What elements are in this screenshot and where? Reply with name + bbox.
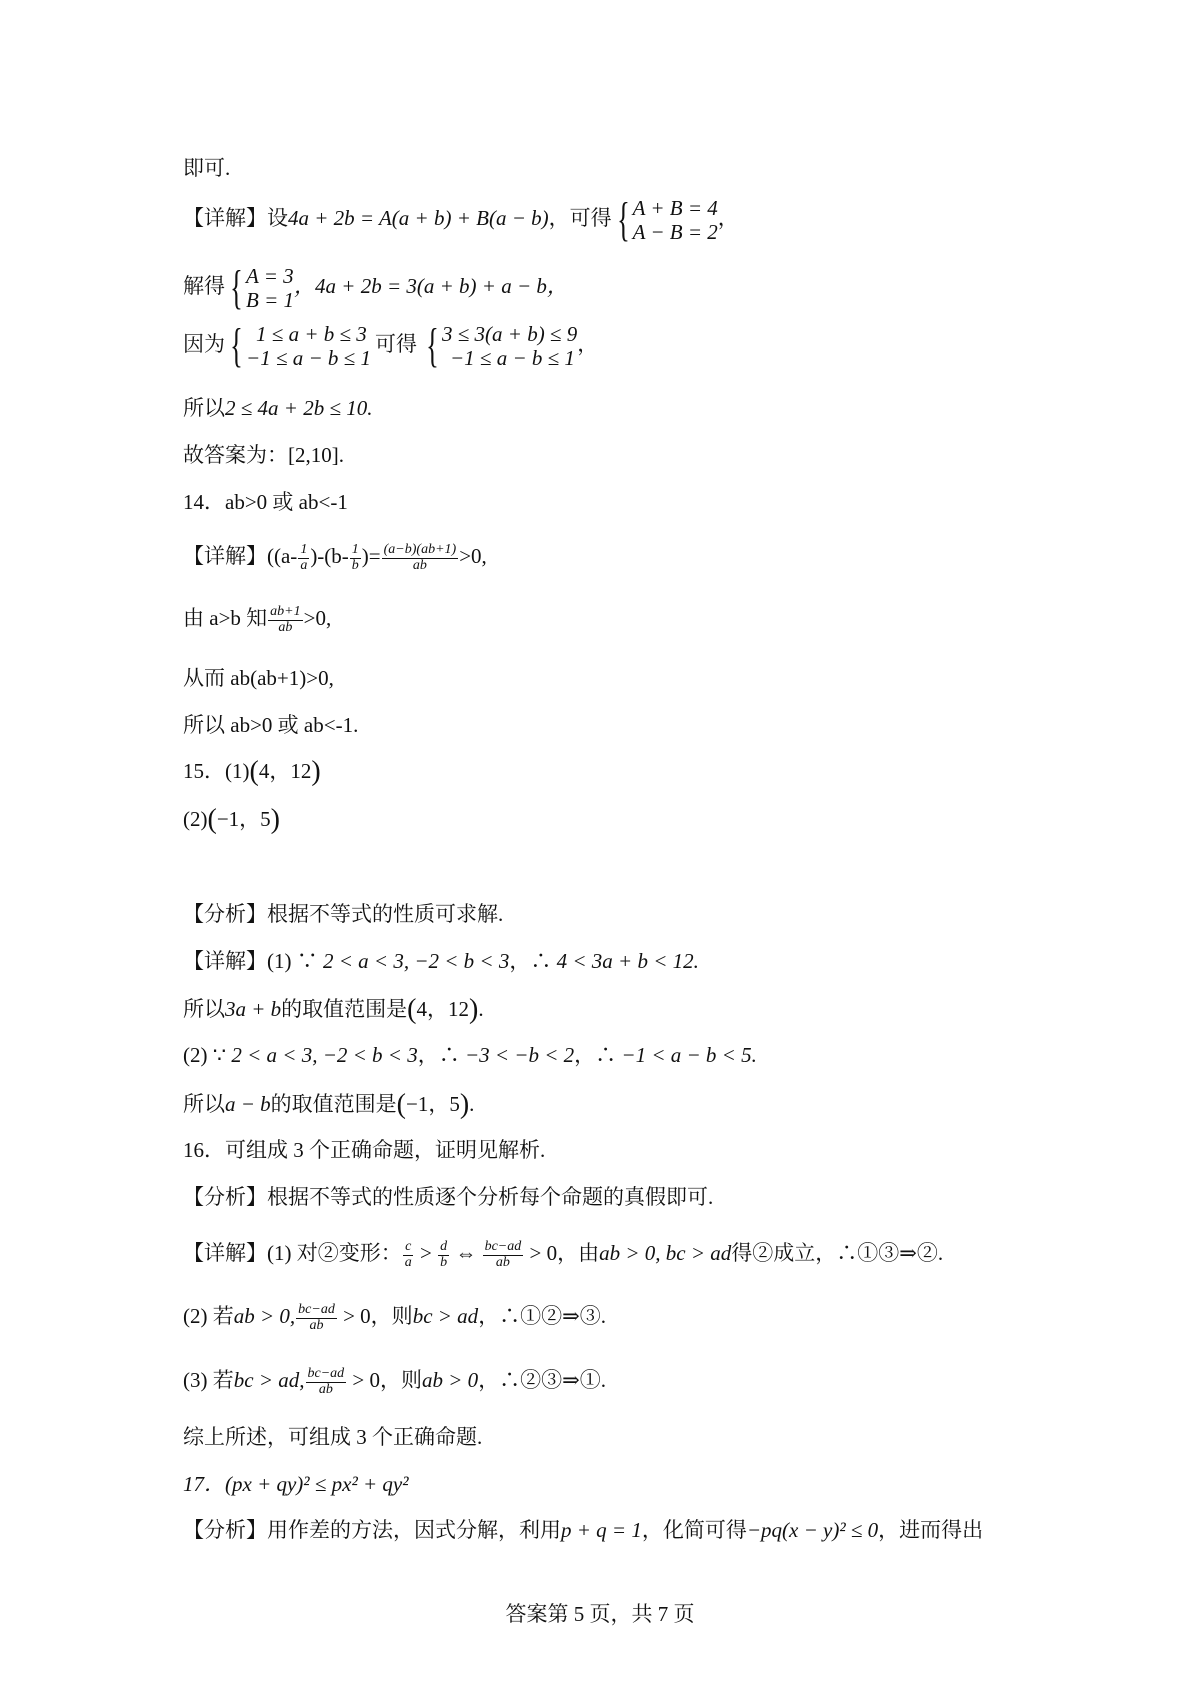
text-line: 所以2 ≤ 4a + 2b ≤ 10. — [183, 396, 373, 420]
text-line: 所以 ab>0 或 ab<-1. — [183, 713, 359, 737]
text-line: 因为 { 1 ≤ a + b ≤ 3 −1 ≤ a − b ≤ 1 可得 { 3 ≤ 3(a + b) ≤ 9 −1 ≤ a − b ≤ 1 ， — [183, 319, 599, 373]
text-line: 即可. — [183, 156, 231, 180]
text-line: 【详解】(1) 对②变形： $\frac{c}{a}$ > $\frac{d}{b}$ ⇔ $\frac{bc-ad}{ab}$ > 0，由ab > 0, bc > ad得②成立，∴①③⇒②. — [183, 1239, 944, 1270]
text-line: 故答案为：[2,10]. — [183, 443, 344, 467]
text-line: 【分析】根据不等式的性质逐个分析每个命题的真假即可. — [183, 1185, 714, 1209]
text-line: 【详解】设4a + 2b = A(a + b) + B(a − b)，可得 { A + B = 4 A − B = 2 ， — [183, 193, 739, 247]
text-line: 从而 ab(ab+1)>0, — [183, 666, 334, 690]
text-line: 【详解】(1) ∵ 2 < a < 3, −2 < b < 3，∴ 4 < 3a + b < 12. — [183, 949, 699, 973]
text-line: (2)(−1，5) — [183, 804, 280, 835]
text-line: (2) 若ab > 0, $\frac{bc-ad}{ab}$ > 0，则bc > ad，∴①②⇒③. — [183, 1302, 607, 1333]
question-answer-16: 16．可组成 3 个正确命题，证明见解析. — [183, 1138, 546, 1162]
equation-system: { A + B = 4 A − B = 2 — [616, 193, 718, 247]
text-line: 所以3a + b的取值范围是(4，12). — [183, 994, 484, 1025]
text-line: 解得 { A = 3 B = 1 ，4a + 2b = 3(a + b) + a − b， — [183, 261, 568, 315]
text-line: (2) ∵ 2 < a < 3, −2 < b < 3，∴ −3 < −b < 2，∴ −1 < a − b < 5. — [183, 1043, 757, 1067]
question-answer-15: 15．(1)(4，12) — [183, 756, 321, 787]
text-line: 由 a>b 知 $\frac{ab+1}{ab}$ >0, — [183, 604, 332, 635]
inequality-system: { 3 ≤ 3(a + b) ≤ 9 −1 ≤ a − b ≤ 1 — [426, 319, 578, 373]
text-line: 【详解】((a- $\frac{1}{a}$ )-(b- $\frac{1}{b}$ )= $\frac{(a-b)(ab+1)}{ab}$ >0, — [183, 542, 487, 573]
text-line: (3) 若bc > ad, $\frac{bc-ad}{ab}$ > 0，则ab > 0，∴②③⇒①. — [183, 1366, 607, 1397]
text-line: 所以a − b的取值范围是(−1，5). — [183, 1089, 475, 1120]
page-footer: 答案第 5 页，共 7 页 — [505, 1602, 695, 1626]
equation-system: { A = 3 B = 1 — [230, 261, 295, 315]
text-line: 综上所述，可组成 3 个正确命题. — [183, 1425, 483, 1449]
text-line: 【分析】根据不等式的性质可求解. — [183, 902, 504, 926]
question-answer-17: 17．(px + qy)² ≤ px² + qy² — [183, 1472, 409, 1496]
text-line: 【分析】用作差的方法，因式分解，利用p + q = 1，化简可得−pq(x − y)² ≤ 0，进而得出 — [183, 1518, 984, 1542]
question-answer-14: 14．ab>0 或 ab<-1 — [183, 490, 348, 514]
inequality-system: { 1 ≤ a + b ≤ 3 −1 ≤ a − b ≤ 1 — [230, 319, 371, 373]
